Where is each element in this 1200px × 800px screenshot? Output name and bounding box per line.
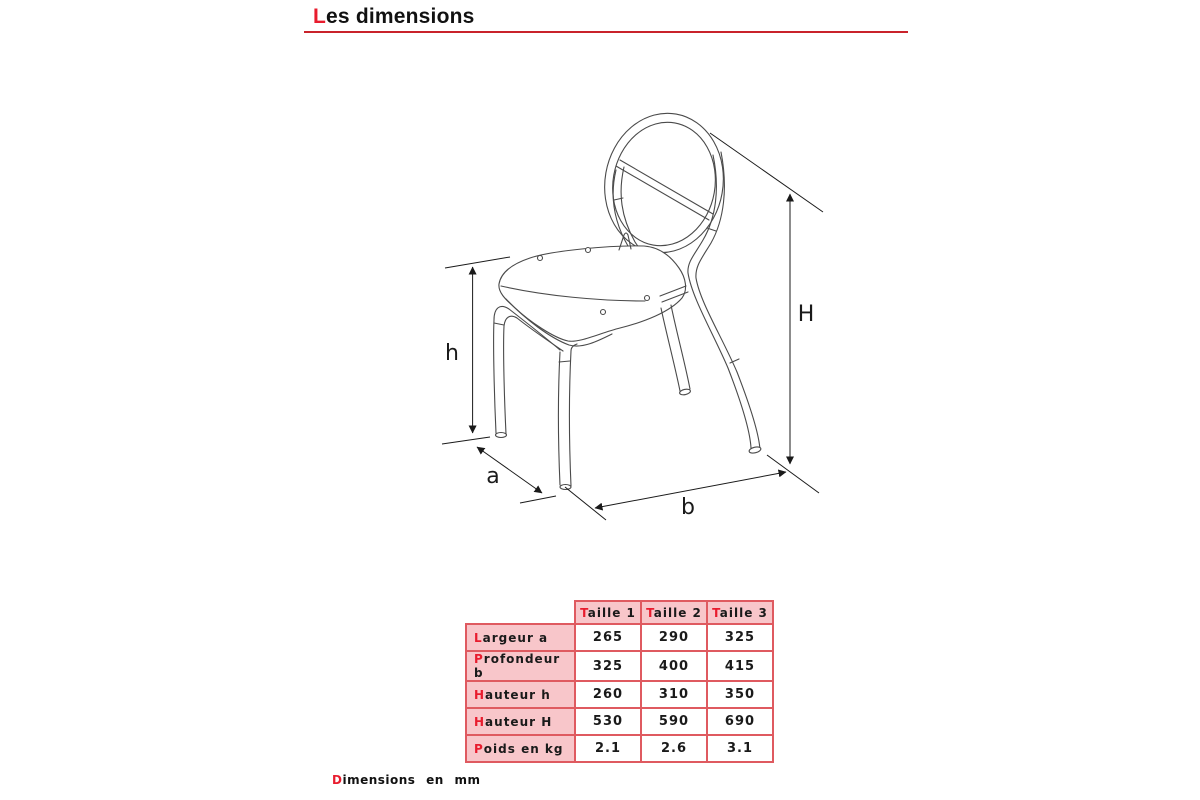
dim-label-total-height: H [797,302,815,327]
row-label-hauteur-H: Hauteur H [466,708,575,735]
footnote-initial: D [332,773,343,787]
table-cell: 415 [707,651,773,681]
table-cell: 690 [707,708,773,735]
units-footnote [332,773,481,787]
table-row [466,735,773,762]
table-cell: 310 [641,681,707,708]
table-cell: 3.1 [707,735,773,762]
dim-label-depth: b [681,495,695,520]
table-cell: 290 [641,624,707,651]
table-header-row [466,601,773,624]
table-cell: 350 [707,681,773,708]
col-header-taille-3: Taille 3 [707,601,773,624]
page-title [304,5,908,33]
table-cell: 2.6 [641,735,707,762]
table-cell: 325 [707,624,773,651]
title-initial: L [313,5,327,28]
row-label-largeur-a: Largeur a [466,624,575,651]
table-cell: 2.1 [575,735,641,762]
dimension-lines [442,133,823,520]
table-cell: 265 [575,624,641,651]
col-header-taille-1: Taille 1 [575,601,641,624]
row-label-profondeur-b: Profondeur b [466,651,575,681]
row-label-hauteur-h: Hauteur h [466,681,575,708]
table-row [466,651,773,681]
title-rest: es dimensions [326,5,475,28]
table-cell: 400 [641,651,707,681]
row-label-poids: Poids en kg [466,735,575,762]
footnote-rest: imensions en mm [342,773,481,787]
chair-seat [499,233,686,346]
dim-label-seat-height: h [445,341,459,366]
table-cell: 530 [575,708,641,735]
dimensions-table [465,600,774,763]
table-corner-blank [466,601,575,624]
table-cell: 260 [575,681,641,708]
table-row [466,624,773,651]
chair-diagram [430,100,830,540]
table-cell: 325 [575,651,641,681]
chair-drawing [494,104,762,490]
table-row [466,708,773,735]
dim-label-width: a [486,464,500,489]
table-row [466,681,773,708]
col-header-taille-2: Taille 2 [641,601,707,624]
table-cell: 590 [641,708,707,735]
